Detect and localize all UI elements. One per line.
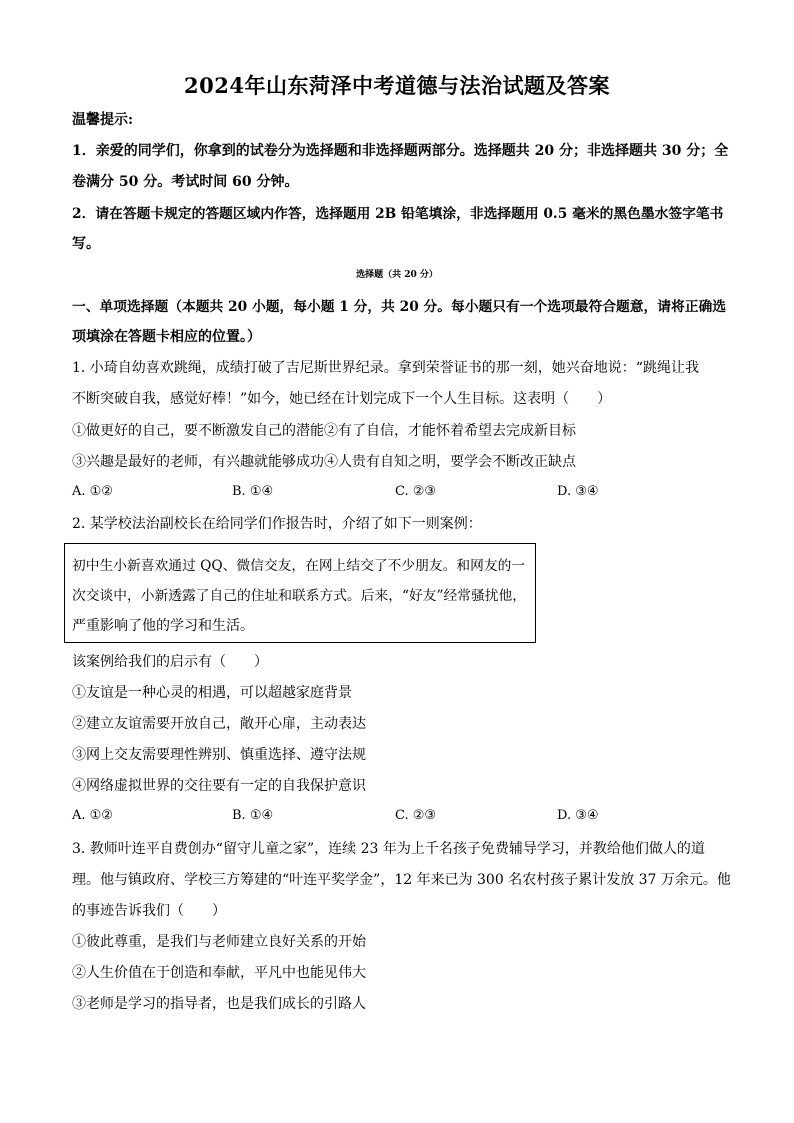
tips-heading: 温馨提示: bbox=[72, 112, 134, 128]
question-1-stem: 不断突破自我，感觉好棒！”如今，她已经在计划完成下一个人生目标。这表明（ ） bbox=[72, 391, 612, 407]
question-1-statement: ①做更好的自己，要不断激发自己的潜能②有了自信，才能怀着希望去完成新目标 bbox=[72, 423, 576, 439]
tips-line: 2．请在答题卡规定的答题区域内作答，选择题用 2B 铅笔填涂，非选择题用 0.5 毫米的黑色墨水签字笔书 bbox=[72, 206, 724, 222]
option-b[interactable]: B. ①④ bbox=[232, 484, 274, 499]
option-c[interactable]: C. ②③ bbox=[395, 808, 437, 823]
question-2-options bbox=[72, 808, 732, 828]
part-heading: 一、单项选择题（本题共 20 小题，每小题 1 分，共 20 分。每小题只有一个选项最符合题意，请将正确选 bbox=[72, 299, 727, 315]
option-a[interactable]: A. ①② bbox=[72, 808, 113, 823]
part-heading: 项填涂在答题卡相应的位置。） bbox=[72, 329, 261, 345]
question-2-statement: ①友谊是一种心灵的相遇，可以超越家庭背景 bbox=[72, 685, 352, 701]
case-text-line: 次交谈中，小新透露了自己的住址和联系方式。后来，“好友”经常骚扰他， bbox=[72, 588, 527, 604]
question-1-options bbox=[72, 484, 732, 504]
question-2-statement: ④网络虚拟世界的交往要有一定的自我保护意识 bbox=[72, 778, 366, 794]
option-b[interactable]: B. ①④ bbox=[232, 808, 274, 823]
question-2-statement: ③网上交友需要理性辨别、慎重选择、遵守法规 bbox=[72, 747, 366, 763]
case-text-line: 初中生小新喜欢通过 QQ、微信交友，在网上结交了不少朋友。和网友的一 bbox=[72, 558, 526, 574]
question-1-stem: 1. 小琦自幼喜欢跳绳，成绩打破了吉尼斯世界纪录。拿到荣誉证书的那一刻，她兴奋地说：“跳绳让我 bbox=[72, 360, 699, 376]
option-a[interactable]: A. ①② bbox=[72, 484, 113, 499]
exam-title: 2024年山东菏泽中考道德与法治试题及答案 bbox=[184, 73, 610, 98]
question-2-prompt: 该案例给我们的启示有（ ） bbox=[72, 654, 268, 670]
question-3-stem: 的事迹告诉我们（ ） bbox=[72, 903, 226, 919]
section-title: 选择题（共 20 分） bbox=[356, 270, 438, 280]
tips-line: 卷满分 50 分。考试时间 60 分钟。 bbox=[72, 174, 299, 190]
option-d[interactable]: D. ③④ bbox=[557, 808, 599, 823]
question-2-stem: 2. 某学校法治副校长在给同学们作报告时，介绍了如下一则案例： bbox=[72, 516, 482, 532]
option-d[interactable]: D. ③④ bbox=[557, 484, 599, 499]
question-3-statement: ②人生价值在于创造和奉献，平凡中也能见伟大 bbox=[72, 965, 366, 981]
option-c[interactable]: C. ②③ bbox=[395, 484, 437, 499]
case-box bbox=[64, 543, 536, 643]
question-3-statement: ③老师是学习的指导者，也是我们成长的引路人 bbox=[72, 996, 366, 1012]
case-text-line: 严重影响了他的学习和生活。 bbox=[72, 618, 254, 634]
question-2-statement: ②建立友谊需要开放自己，敞开心扉，主动表达 bbox=[72, 716, 366, 732]
tips-line: 1．亲爱的同学们，你拿到的试卷分为选择题和非选择题两部分。选择题共 20 分；非选择题共 30 分；全 bbox=[72, 143, 729, 159]
question-3-stem: 理。他与镇政府、学校三方筹建的“叶连平奖学金”，12 年来已为 300 名农村孩子累计发放 37 万余元。他 bbox=[72, 872, 731, 888]
tips-line: 写。 bbox=[72, 236, 100, 252]
question-3-statement: ①彼此尊重，是我们与老师建立良好关系的开始 bbox=[72, 934, 366, 950]
question-3-stem: 3. 教师叶连平自费创办“留守儿童之家”，连续 23 年为上千名孩子免费辅导学习，并教给他们做人的道 bbox=[72, 841, 705, 857]
question-1-statement: ③兴趣是最好的老师，有兴趣就能够成功④人贵有自知之明，要学会不断改正缺点 bbox=[72, 454, 576, 470]
